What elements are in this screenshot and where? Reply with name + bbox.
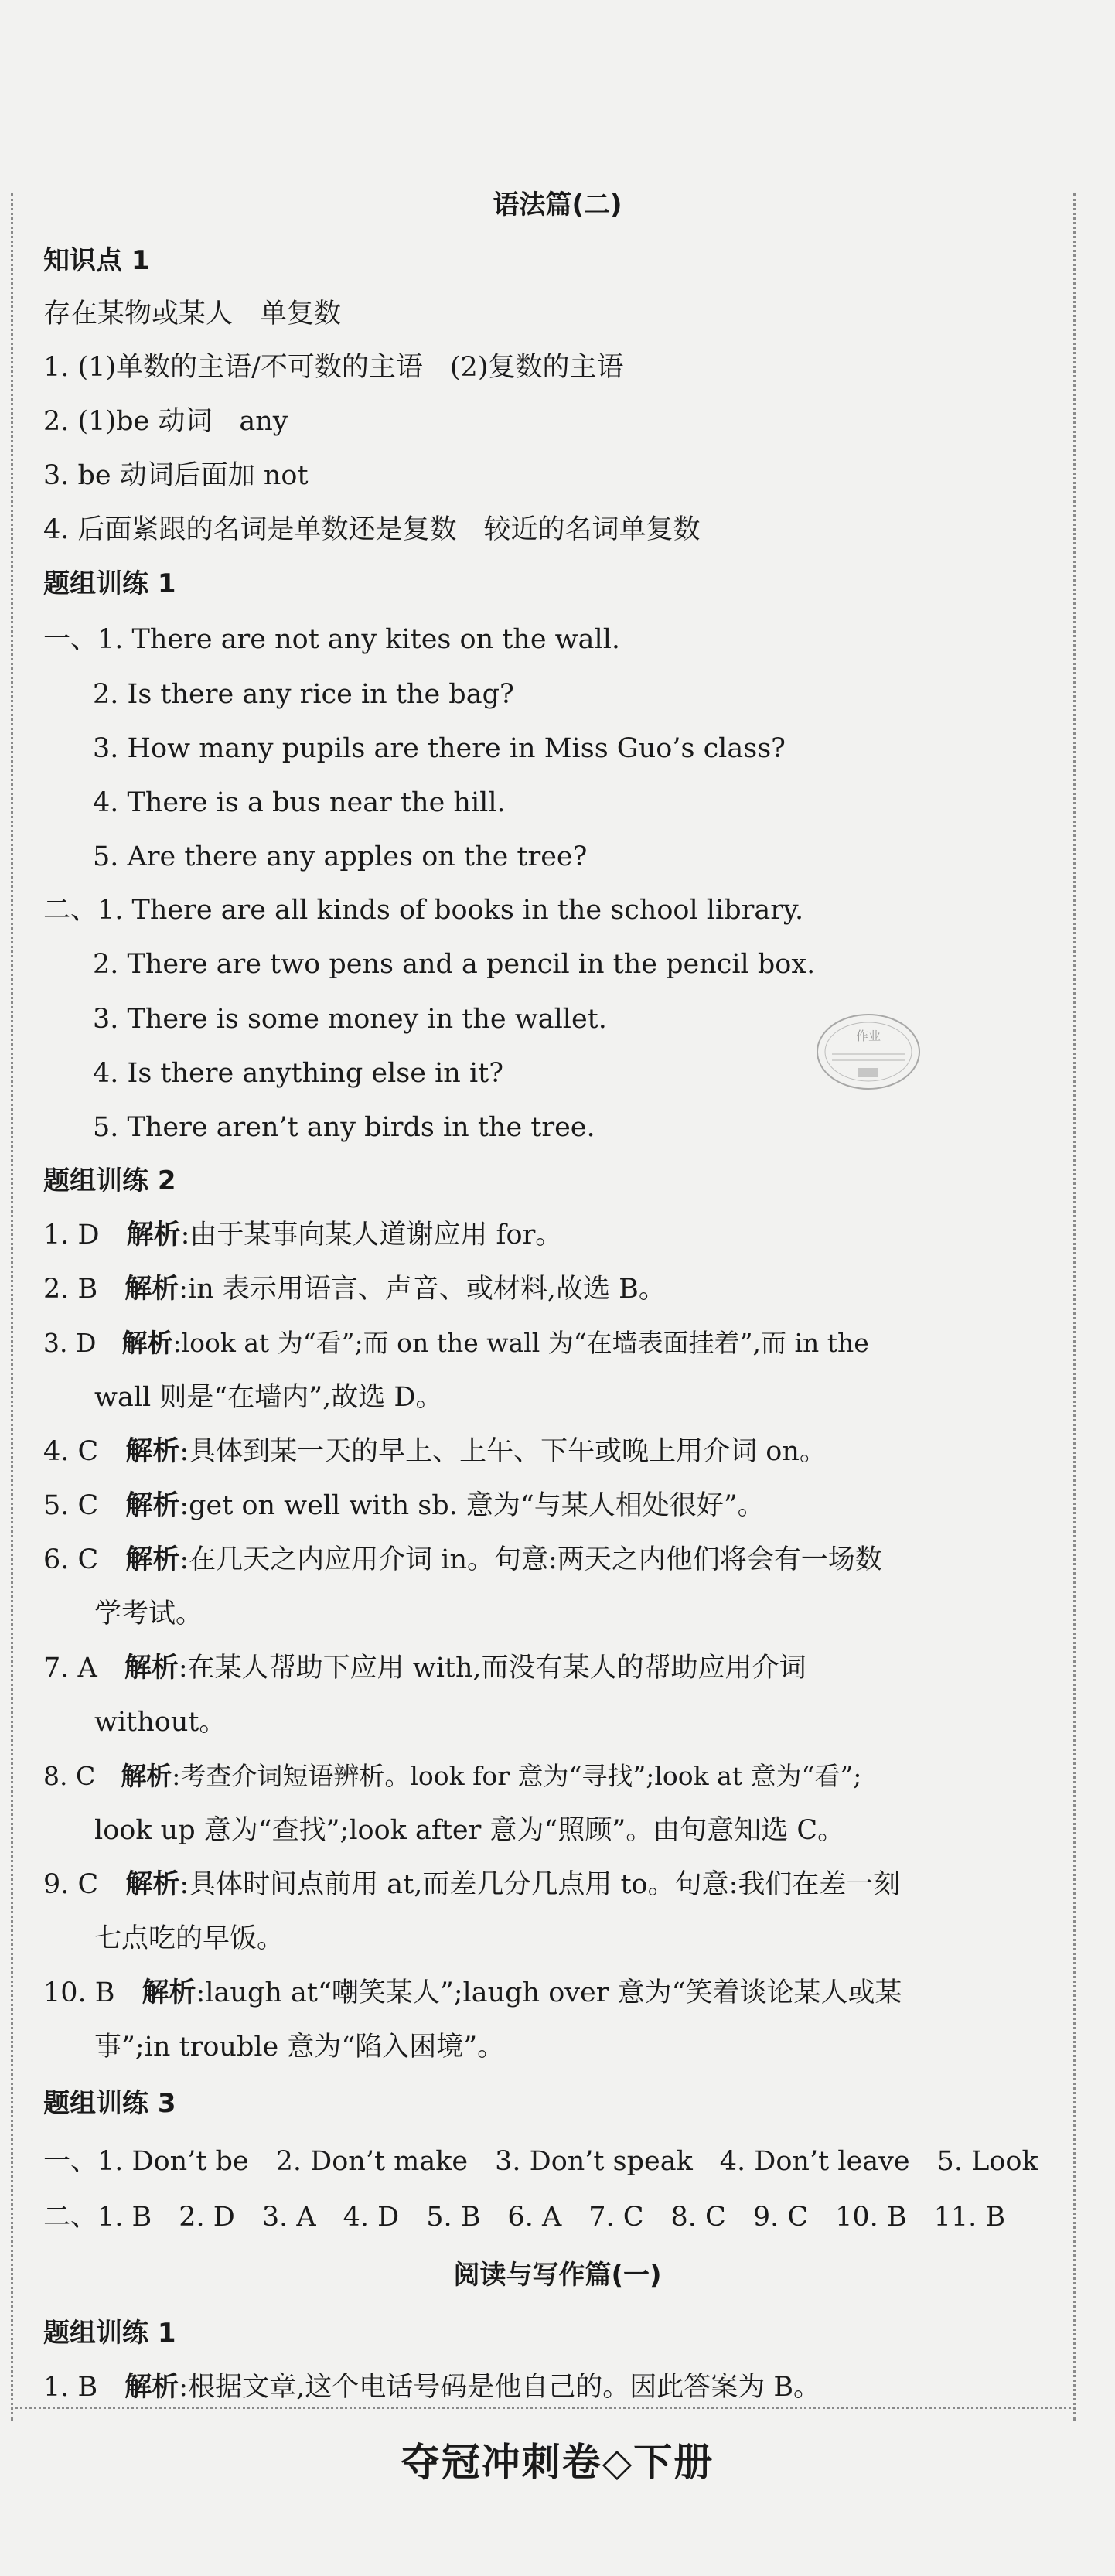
group-title: 题组训练 3 [43, 2088, 176, 2119]
explain-label: 解析 [125, 1544, 180, 1575]
answer-line: 5. Are there any apples on the tree? [93, 841, 588, 872]
explain-text: :具体时间点前用 at,而差几分几点用 to。句意:我们在差一刻 [179, 1869, 901, 1900]
explain-text: :根据文章,这个电话号码是他自己的。因此答案为 B。 [179, 2372, 821, 2403]
section-title-reading: 阅读与写作篇(一) [453, 2260, 662, 2291]
explain-label: 解析 [121, 1761, 172, 1791]
answer-line: 2. Is there any rice in the bag? [93, 679, 514, 710]
explain-text: :考查介词短语辨析。look for 意为“寻找”;look at 意为“看”; [172, 1761, 862, 1791]
explain-line [43, 1540, 882, 1579]
answer-line: 5. There aren’t any birds in the tree. [93, 1112, 595, 1143]
section-title-grammar: 语法篇(二) [493, 189, 622, 220]
explain-label: 解析 [124, 1274, 179, 1305]
answer-num: 5. C [43, 1490, 99, 1521]
explain-label: 解析 [126, 1220, 181, 1250]
group-title: 题组训练 2 [43, 1165, 176, 1196]
explain-label: 解析 [121, 1328, 173, 1358]
explain-label: 解析 [125, 1436, 180, 1467]
footer-book-title: 夺冠冲刺卷◇下册 [401, 2440, 714, 2485]
explain-text: :在几天之内应用介词 in。句意:两天之内他们将会有一场数 [179, 1544, 882, 1575]
kp-line: 3. be 动词后面加 not [43, 460, 309, 491]
answer-line: 一、1. There are not any kites on the wall. [43, 624, 621, 655]
explain-text: :由于某事向某人道谢应用 for。 [180, 1220, 563, 1250]
group-title: 题组训练 1 [43, 2318, 176, 2349]
explain-line [43, 1486, 765, 1525]
explain-line [43, 1270, 666, 1308]
explain-line [43, 1324, 869, 1363]
answer-num: 10. B [43, 1977, 115, 2008]
explain-cont: 事”;in trouble 意为“陷入困境”。 [94, 2032, 505, 2063]
explain-label: 解析 [125, 1490, 180, 1521]
explain-text: :in 表示用语言、声音、或材料,故选 B。 [179, 1274, 666, 1305]
explain-label: 解析 [142, 1977, 196, 2008]
answer-num: 2. B [43, 1274, 98, 1305]
answer-line: 3. How many pupils are there in Miss Guo’s class? [93, 733, 786, 764]
explain-label: 解析 [124, 2372, 179, 2403]
answer-num: 1. D [43, 1220, 100, 1250]
bottom-dotted-border [15, 2407, 1071, 2409]
explain-text: :get on well with sb. 意为“与某人相处很好”。 [179, 1490, 765, 1521]
explain-cont: wall 则是“在墙内”,故选 D。 [94, 1382, 443, 1413]
explain-label: 解析 [124, 1653, 179, 1684]
answer-num: 1. B [43, 2372, 98, 2403]
explain-line [43, 2368, 820, 2407]
kp-line: 2. (1)be 动词 any [43, 406, 288, 437]
explain-cont: 七点吃的早饭。 [94, 1923, 285, 1954]
explain-text: :look at 为“看”;而 on the wall 为“在墙表面挂着”,而 in the [172, 1328, 869, 1358]
answer-line: 2. There are two pens and a pencil in the pencil box. [93, 949, 816, 980]
explain-label: 解析 [125, 1869, 180, 1900]
answer-num: 7. A [43, 1653, 97, 1684]
explain-text: :laugh at“嘲笑某人”;laugh over 意为“笑着谈论某人或某 [196, 1977, 902, 2008]
kp-line: 4. 后面紧跟的名词是单数还是复数 较近的名词单复数 [43, 514, 701, 545]
answer-line: 二、1. B 2. D 3. A 4. D 5. B 6. A 7. C 8. C 9. C 10. B 11. B [43, 2202, 1006, 2233]
answer-line: 4. Is there anything else in it? [93, 1058, 503, 1089]
left-dotted-border [11, 193, 13, 2421]
answer-num: 6. C [43, 1544, 99, 1575]
explain-text: :具体到某一天的早上、上午、下午或晚上用介词 on。 [179, 1436, 827, 1467]
right-dotted-border [1073, 193, 1076, 2421]
explain-text: :在某人帮助下应用 with,而没有某人的帮助应用介词 [178, 1653, 806, 1684]
explain-line [43, 1865, 900, 1904]
answer-line: 二、1. There are all kinds of books in the school library. [43, 895, 804, 926]
explain-cont: look up 意为“查找”;look after 意为“照顾”。由句意知选 C。 [94, 1815, 845, 1846]
explain-line [43, 1757, 861, 1796]
knowledge-point-title: 知识点 1 [43, 245, 150, 276]
explain-cont: without。 [94, 1707, 227, 1738]
explain-line [43, 1974, 902, 2012]
group-title: 题组训练 1 [43, 568, 176, 599]
answer-num: 3. D [43, 1328, 97, 1358]
answer-line: 3. There is some money in the wallet. [93, 1004, 607, 1035]
stamp-text: 作业 [855, 1029, 881, 1043]
explain-line [43, 1649, 806, 1687]
watermark-stamp [813, 1009, 923, 1094]
explain-cont: 学考试。 [94, 1598, 203, 1629]
answer-num: 9. C [43, 1869, 99, 1900]
kp-line: 存在某物或某人 单复数 [43, 299, 342, 329]
answer-line: 4. There is a bus near the hill. [93, 787, 506, 818]
explain-line [43, 1432, 827, 1471]
answer-line: 一、1. Don’t be 2. Don’t make 3. Don’t speak 4. Don’t leave 5. Look [43, 2146, 1038, 2177]
kp-line: 1. (1)单数的主语/不可数的主语 (2)复数的主语 [43, 352, 624, 383]
answer-num: 4. C [43, 1436, 99, 1467]
answer-num: 8. C [43, 1761, 96, 1791]
explain-line [43, 1216, 562, 1254]
